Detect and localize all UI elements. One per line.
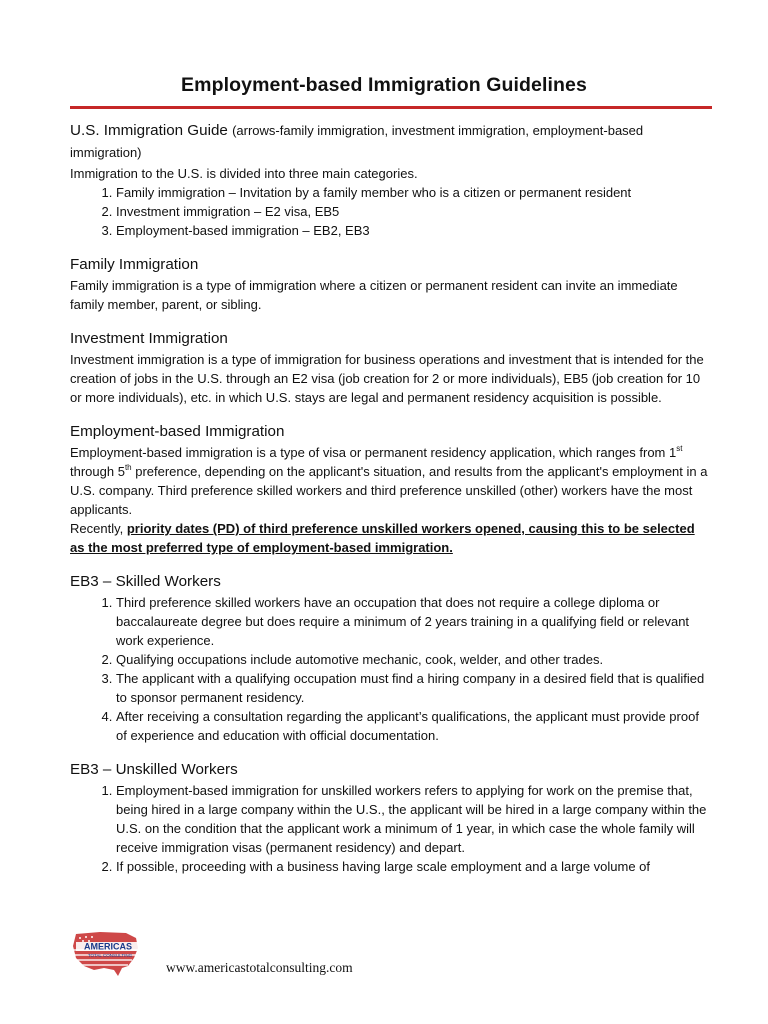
eb3-unskilled-list <box>70 781 710 876</box>
section-employment <box>70 421 710 557</box>
section-family <box>70 254 710 314</box>
recent-highlight: priority dates (PD) of third preference unskilled workers opened, causing this to be selected as the most preferred type of employment-based immigration. <box>70 521 695 555</box>
list-item: 1. Family immigration – Invitation by a family member who is a citizen or permanent resident <box>116 183 710 202</box>
list-item: 1. Employment-based immigration for unskilled workers refers to applying for work on the premise that, being hired in a large company within the U.S., the applicant will be hired in a large company within the U.S. on the condition that the applicant work a minimum of 1 year, in which case the whole family will receive immigration visas (permanent residency) and depart. <box>116 781 710 857</box>
logo-text-main: AMERICAS <box>83 941 133 952</box>
guide-heading: U.S. Immigration Guide <box>70 122 228 139</box>
eb3-unskilled-heading: EB3 – Unskilled Workers <box>70 761 238 778</box>
employment-heading: Employment-based Immigration <box>70 423 285 440</box>
guide-heading-line <box>70 120 710 164</box>
investment-text: Investment immigration is a type of immigration for business operations and investment that is intended for the creation of jobs in the U.S. through an E2 visa (job creation for 2 or more individuals), EB5 (job creation for 10 or more individuals), etc. in which U.S. stays are legal and permanent residency acquisition is possible. <box>70 352 704 405</box>
guide-intro: Immigration to the U.S. is divided into three main categories. <box>70 166 418 181</box>
list-item: 2. If possible, proceeding with a business having large scale employment and a large volume of <box>116 857 710 876</box>
eb3-skilled-heading: EB3 – Skilled Workers <box>70 573 221 590</box>
footer-url[interactable]: www.americastotalconsulting.com <box>166 960 353 975</box>
list-item: 3. The applicant with a qualifying occupation must find a hiring company in a desired field that is qualified to sponsor permanent residency. <box>116 669 710 707</box>
employment-text <box>70 443 710 519</box>
eb3-skilled-list <box>70 593 710 745</box>
title-divider <box>70 106 712 109</box>
list-item: 2. Investment immigration – E2 visa, EB5 <box>116 202 710 221</box>
recent-prefix: Recently, <box>70 521 127 536</box>
list-item: 1. Third preference skilled workers have an occupation that does not require a college diploma or baccalaureate degree but does require a minimum of 2 years training in a qualifying field or relevant work experience. <box>116 593 710 650</box>
superscript-th: th <box>124 463 132 472</box>
list-item: 4. After receiving a consultation regarding the applicant’s qualifications, the applicant must provide proof of experience and education with official documentation. <box>116 707 710 745</box>
superscript-st: st <box>676 444 683 453</box>
employment-text-a: Employment-based immigration is a type of visa or permanent residency application, which ranges from 1 <box>70 445 677 460</box>
guide-heading-paren: (arrows-family immigration, investment immigration, employment-based immigration) <box>70 123 644 160</box>
family-text: Family immigration is a type of immigration where a citizen or permanent resident can invite an immediate family member, parent, or sibling. <box>70 278 678 312</box>
investment-heading: Investment Immigration <box>70 330 228 347</box>
section-guide <box>70 120 710 240</box>
section-investment <box>70 328 710 407</box>
section-eb3-skilled <box>70 571 710 745</box>
section-eb3-unskilled <box>70 759 710 876</box>
list-item: 2. Qualifying occupations include automotive mechanic, cook, welder, and other trades. <box>116 650 710 669</box>
company-logo <box>70 928 142 978</box>
employment-recent <box>70 519 710 557</box>
logo-text-sub: TOTAL CONSULTING <box>87 953 133 958</box>
employment-text-b: through 5 <box>70 464 125 479</box>
document-body <box>70 120 710 876</box>
document-title: Employment-based Immigration Guidelines <box>181 74 587 96</box>
employment-text-c: preference, depending on the applicant's situation, and results from the applicant's employment in a U.S. company. Third preference skilled workers and third preference unskilled (other) workers have the most applicants. <box>70 464 708 517</box>
list-item: 3. Employment-based immigration – EB2, EB3 <box>116 221 710 240</box>
family-heading: Family Immigration <box>70 256 199 273</box>
guide-list <box>70 183 710 240</box>
